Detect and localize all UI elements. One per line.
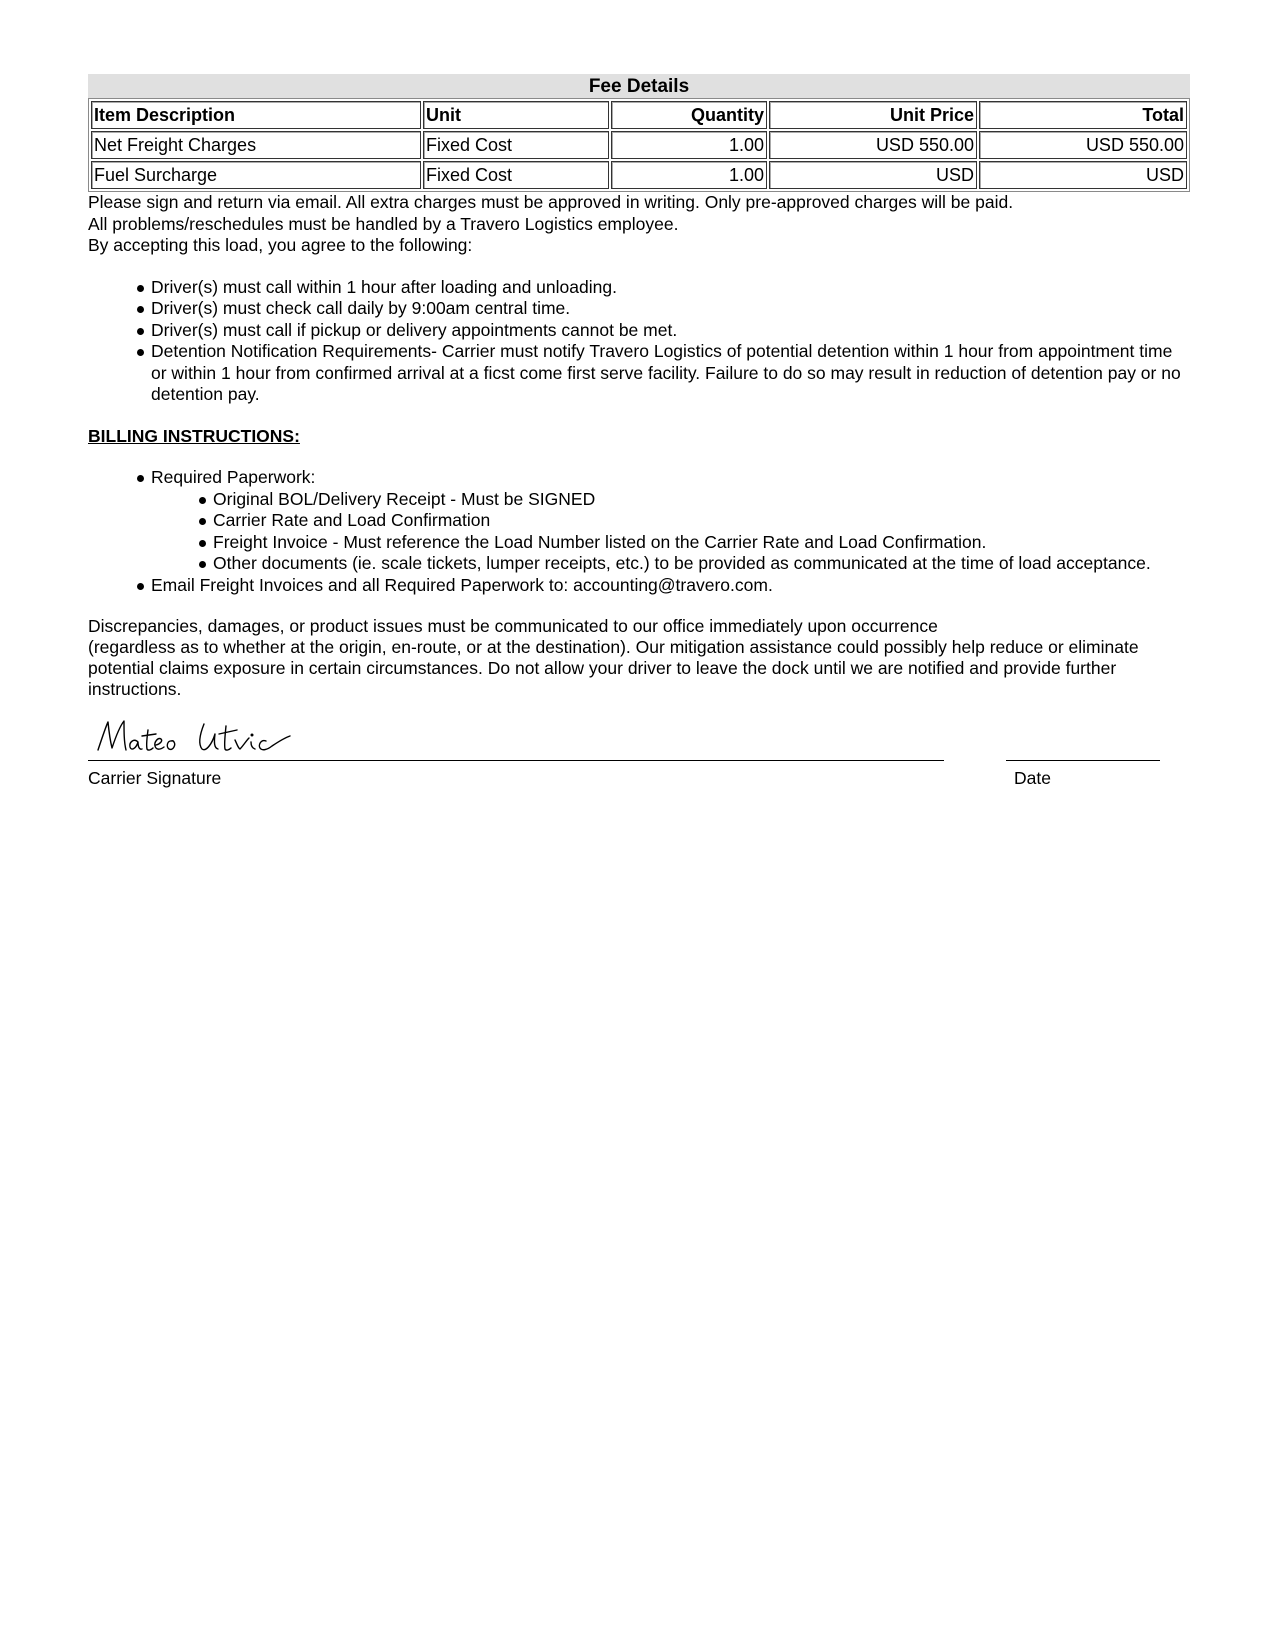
list-item: Driver(s) must call if pickup or delivery appointments cannot be met. [151,320,1190,342]
fee-details-table [88,98,1190,192]
billing-instructions-heading: BILLING INSTRUCTIONS: [88,425,300,446]
cell-unit: Fixed Cost [423,161,609,189]
cell-unit-price: USD [769,161,977,189]
cell-description: Net Freight Charges [91,131,421,159]
cell-total: USD 550.00 [979,131,1187,159]
fee-details-title: Fee Details [88,74,1190,98]
signed-name [88,714,89,715]
discrepancies-line-1: Discrepancies, damages, or product issues must be communicated to our office immediately upon occurrence [88,616,938,636]
list-item: Carrier Rate and Load Confirmation [213,510,1190,532]
accepting-paragraph: By accepting this load, you agree to the following: [88,235,473,255]
paperwork-sublist [151,489,1190,575]
column-header-item-description: Item Description [91,101,421,129]
date-line [1006,760,1160,761]
column-header-unit-price: Unit Price [769,101,977,129]
cell-description: Fuel Surcharge [91,161,421,189]
carrier-signature-line [88,760,944,761]
list-item: Other documents (ie. scale tickets, lumper receipts, etc.) to be provided as communicated at the time of load acceptance. [213,553,1190,575]
carrier-signature-label: Carrier Signature [88,768,222,788]
list-item: Freight Invoice - Must reference the Load Number listed on the Carrier Rate and Load Confirmation. [213,532,1190,554]
cell-quantity: 1.00 [611,161,767,189]
signature-block [88,714,1190,794]
agreement-list [88,277,1190,406]
problems-paragraph: All problems/reschedules must be handled by a Travero Logistics employee. [88,213,679,234]
column-header-total: Total [979,101,1187,129]
list-item: Driver(s) must call within 1 hour after loading and unloading. [151,277,1190,299]
cell-quantity: 1.00 [611,131,767,159]
list-item [151,467,1190,575]
column-header-quantity: Quantity [611,101,767,129]
table-header-row [91,101,1187,129]
document-page [88,74,1190,794]
required-paperwork-label: Required Paperwork: [151,467,316,487]
sign-return-paragraph: Please sign and return via email. All extra charges must be approved in writing. Only pre-approved charges will be paid. [88,192,1014,212]
handwritten-signature [94,714,294,758]
billing-list [88,467,1190,596]
discrepancies-paragraph [88,616,1190,700]
list-item: Detention Notification Requirements- Carrier must notify Travero Logistics of potential detention within 1 hour from appointment time or within 1 hour from confirmed arrival at a ficst come first serve facility. Failure to do so may result in reduction of detention pay or no detention pay. [151,341,1190,406]
cell-unit: Fixed Cost [423,131,609,159]
date-label: Date [1014,768,1051,788]
table-row [91,161,1187,189]
cell-total: USD [979,161,1187,189]
list-item: Email Freight Invoices and all Required Paperwork to: accounting@travero.com. [151,575,1190,597]
table-row [91,131,1187,159]
discrepancies-line-2: (regardless as to whether at the origin, en-route, or at the destination). Our mitigation assistance could possibly help reduce or eliminate potential claims exposure in certain circumstances. Do not allow your driver to leave the dock until we are notified and provide further instructions. [88,637,1139,699]
cell-unit-price: USD 550.00 [769,131,977,159]
list-item: Original BOL/Delivery Receipt - Must be SIGNED [213,489,1190,511]
column-header-unit: Unit [423,101,609,129]
list-item: Driver(s) must check call daily by 9:00am central time. [151,298,1190,320]
